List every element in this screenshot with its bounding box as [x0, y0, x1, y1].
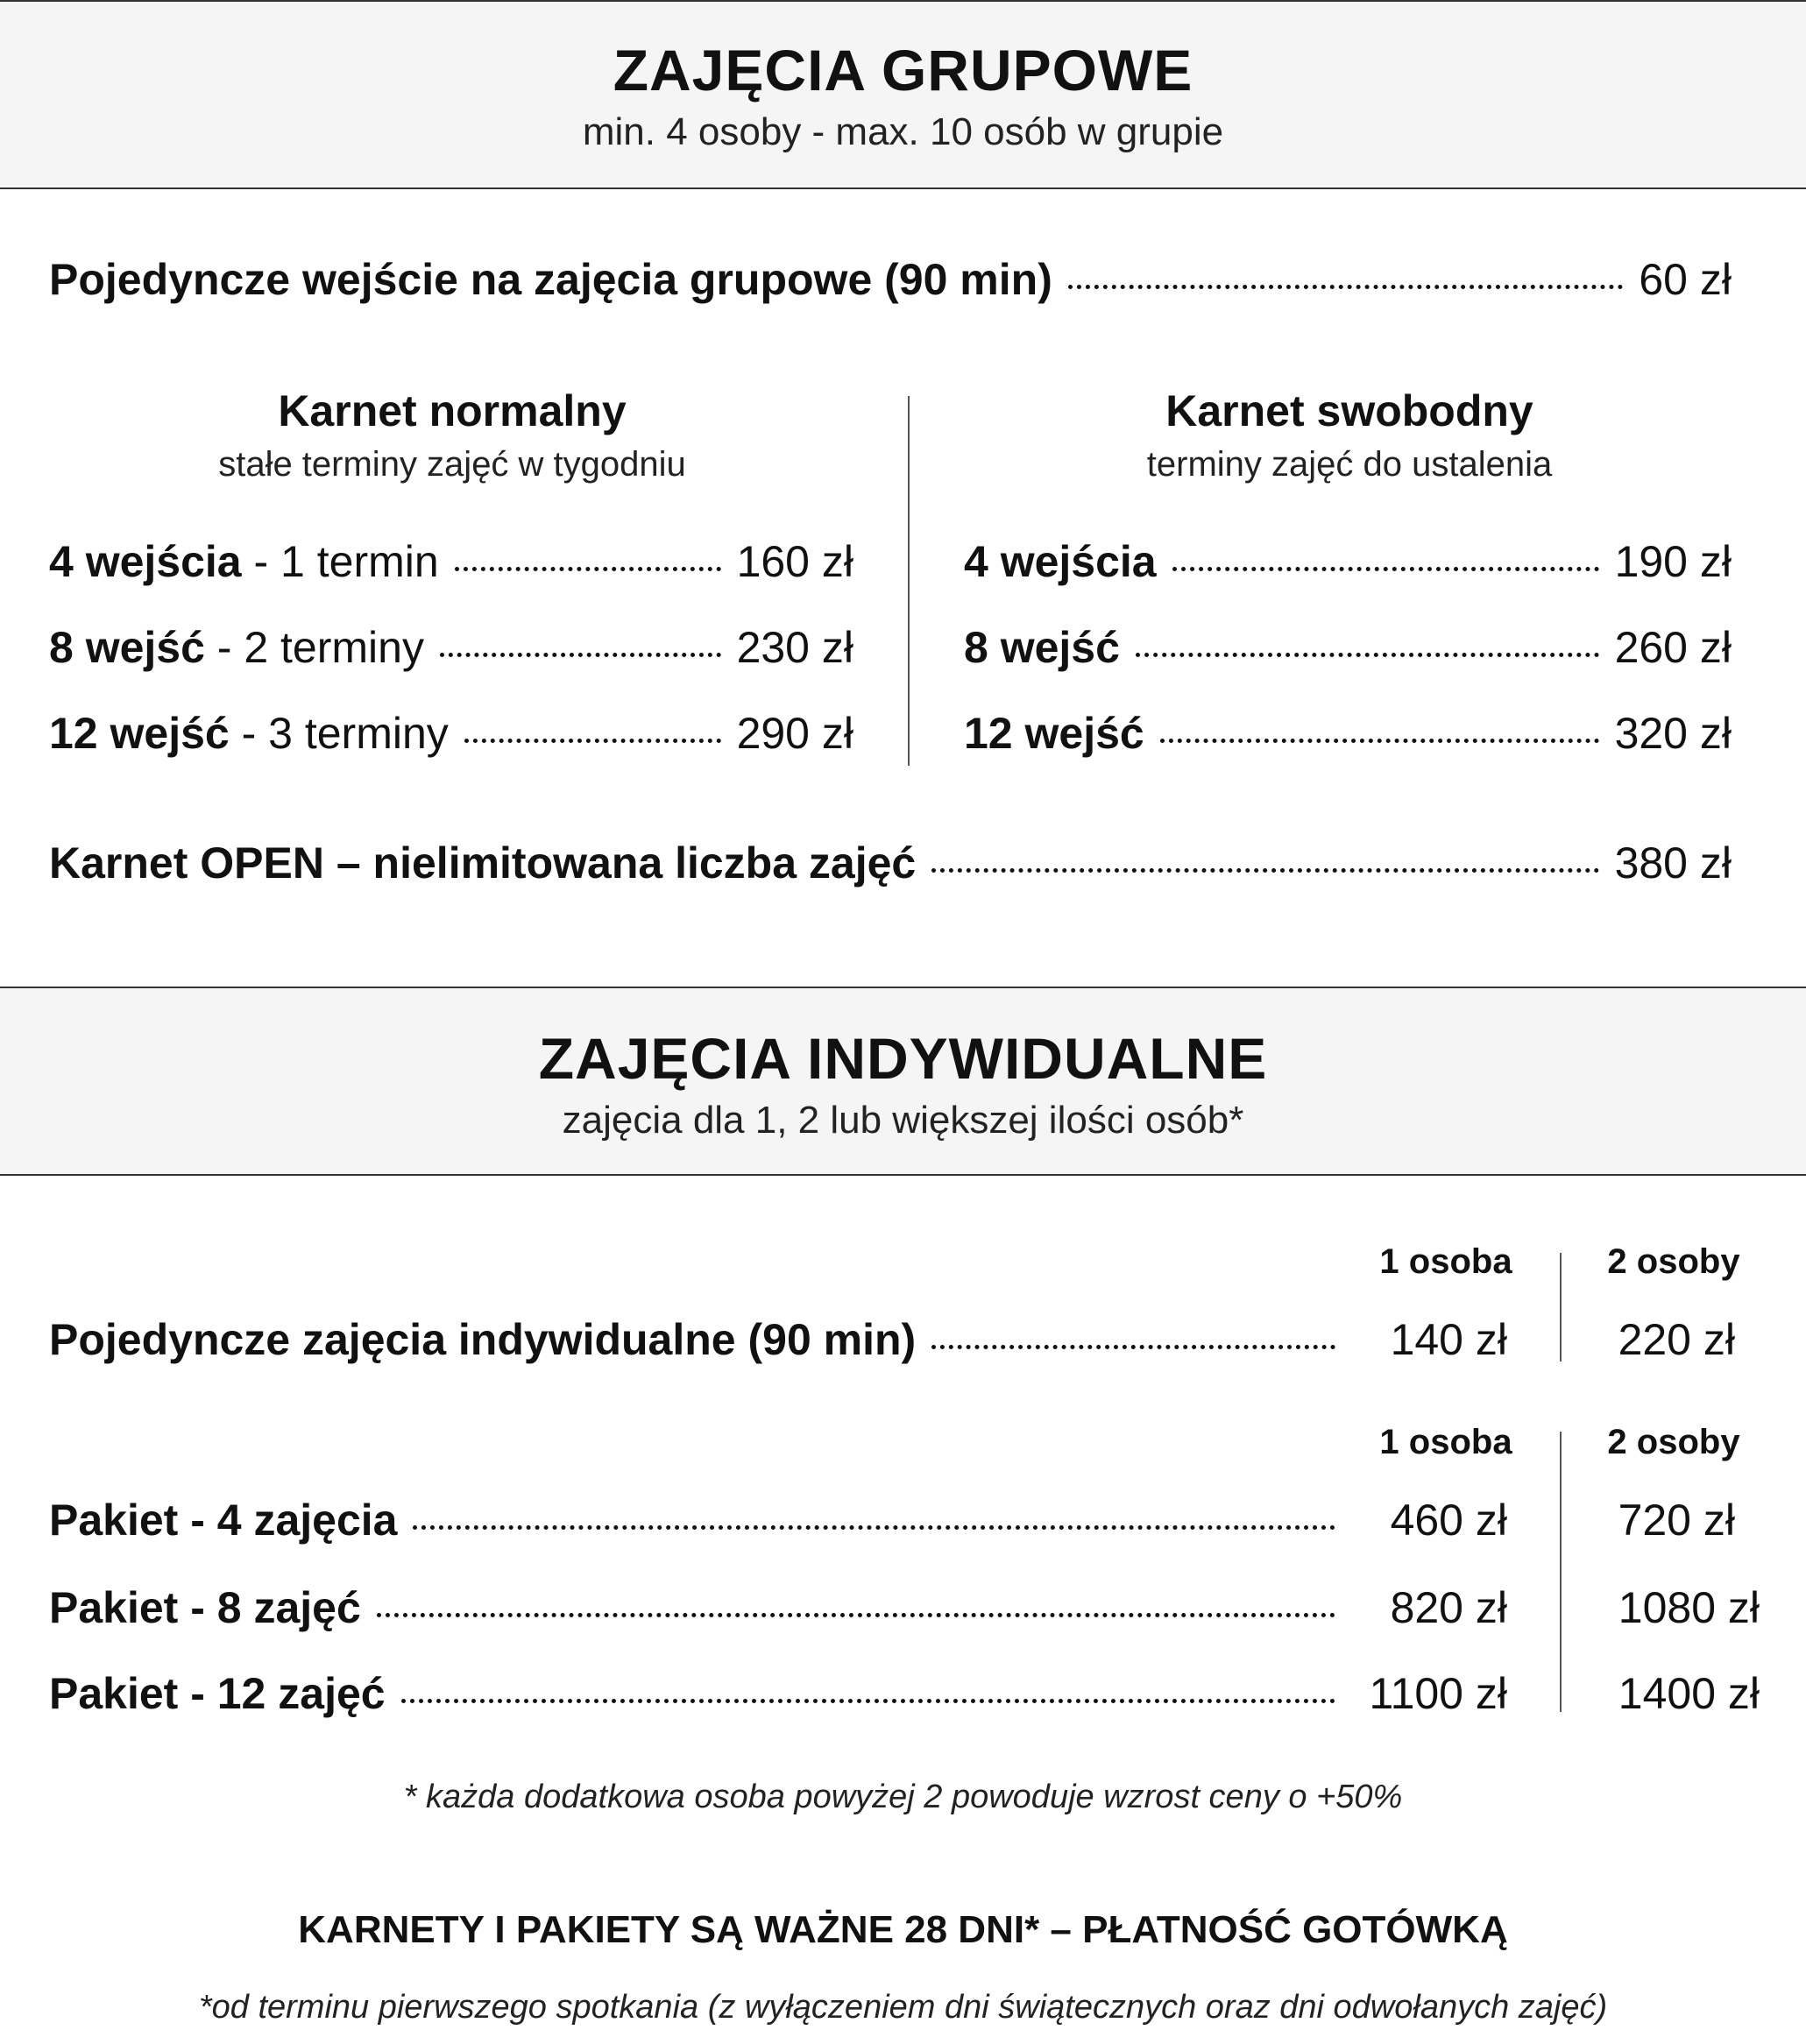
free-pass-title: Karnet swobodny	[1165, 386, 1533, 435]
dot-leader	[1068, 285, 1624, 289]
normal-pass-row: 8 wejść - 2 terminy 230 zł	[49, 623, 853, 672]
normal-pass-subtitle: stałe terminy zajęć w tygodniu	[218, 445, 686, 484]
group-header	[0, 0, 1806, 189]
group-subtitle: min. 4 osoby - max. 10 osób w grupie	[582, 110, 1224, 153]
price-column-divider	[1560, 1253, 1562, 1361]
package-row: Pakiet - 12 zajęć	[49, 1668, 1351, 1719]
dot-leader	[413, 1525, 1335, 1530]
free-pass-row: 12 wejść 320 zł	[964, 709, 1732, 758]
individual-header	[0, 987, 1806, 1176]
column-divider	[908, 396, 910, 766]
individual-subtitle: zajęcia dla 1, 2 lub większej ilości osób*	[562, 1099, 1244, 1142]
free-pass-subtitle: terminy zajęć do ustalenia	[1146, 445, 1553, 484]
package-price-1: 1100 zł	[1369, 1669, 1507, 1718]
normal-pass-header	[49, 385, 855, 484]
dot-leader	[1172, 567, 1599, 571]
individual-single-label: Pojedyncze zajęcia indywidualne (90 min)	[49, 1315, 917, 1364]
free-pass-row: 4 wejścia 190 zł	[964, 537, 1732, 586]
package-price-1: 820 zł	[1390, 1583, 1507, 1632]
dot-leader	[1160, 739, 1599, 743]
group-title: ZAJĘCIA GRUPOWE	[613, 38, 1193, 103]
normal-pass-price: 230 zł	[736, 623, 853, 672]
col-header-2-persons: 2 osoby	[1607, 1423, 1740, 1461]
normal-pass-price: 160 zł	[736, 537, 853, 586]
normal-pass-row: 12 wejść - 3 terminy 290 zł	[49, 709, 853, 758]
open-pass-price: 380 zł	[1614, 838, 1732, 888]
package-price-2: 1400 zł	[1618, 1669, 1760, 1718]
dot-leader	[1136, 653, 1599, 657]
dot-leader	[931, 1345, 1335, 1349]
free-pass-price: 190 zł	[1614, 537, 1732, 586]
free-pass-price: 260 zł	[1614, 623, 1732, 672]
individual-single-price-1: 140 zł	[1390, 1315, 1507, 1364]
package-price-2: 1080 zł	[1618, 1583, 1760, 1632]
dot-leader	[377, 1613, 1335, 1617]
normal-pass-price: 290 zł	[736, 709, 853, 758]
individual-single-price-2: 220 zł	[1618, 1315, 1735, 1364]
package-row: Pakiet - 8 zajęć	[49, 1582, 1351, 1633]
dot-leader	[455, 567, 721, 571]
package-price-2: 720 zł	[1618, 1496, 1735, 1545]
free-pass-row: 8 wejść 260 zł	[964, 623, 1732, 672]
individual-title: ZAJĘCIA INDYWIDUALNE	[538, 1026, 1268, 1091]
individual-single-row	[49, 1314, 1351, 1365]
dot-leader	[440, 653, 721, 657]
free-pass-price: 320 zł	[1614, 709, 1732, 758]
free-pass-header	[964, 385, 1735, 484]
col-header-2-persons: 2 osoby	[1607, 1242, 1740, 1281]
price-column-divider	[1560, 1432, 1562, 1712]
extra-person-note: * każda dodatkowa osoba powyżej 2 powoduje wzrost ceny o +50%	[403, 1779, 1403, 1815]
dot-leader	[464, 739, 721, 743]
validity-notice: KARNETY I PAKIETY SĄ WAŻNE 28 DNI* – PŁATNOŚĆ GOTÓWKĄ	[298, 1908, 1508, 1951]
dot-leader	[401, 1699, 1335, 1703]
validity-footnote: *od terminu pierwszego spotkania (z wyłączeniem dni świątecznych oraz dni odwołanych zajęć)	[198, 1989, 1608, 2026]
col-header-1-person: 1 osoba	[1379, 1423, 1512, 1461]
package-price-1: 460 zł	[1390, 1496, 1507, 1545]
package-row: Pakiet - 4 zajęcia	[49, 1495, 1351, 1545]
normal-pass-row: 4 wejścia - 1 termin 160 zł	[49, 537, 853, 586]
group-single-price: 60 zł	[1639, 255, 1732, 304]
group-single-label: Pojedyncze wejście na zajęcia grupowe (90 min)	[49, 255, 1052, 304]
group-single-row	[49, 254, 1732, 305]
col-header-1-person: 1 osoba	[1379, 1242, 1512, 1281]
dot-leader	[931, 868, 1598, 873]
open-pass-label: Karnet OPEN – nielimitowana liczba zajęć	[49, 838, 917, 888]
open-pass-row	[49, 838, 1732, 888]
normal-pass-title: Karnet normalny	[278, 386, 627, 435]
